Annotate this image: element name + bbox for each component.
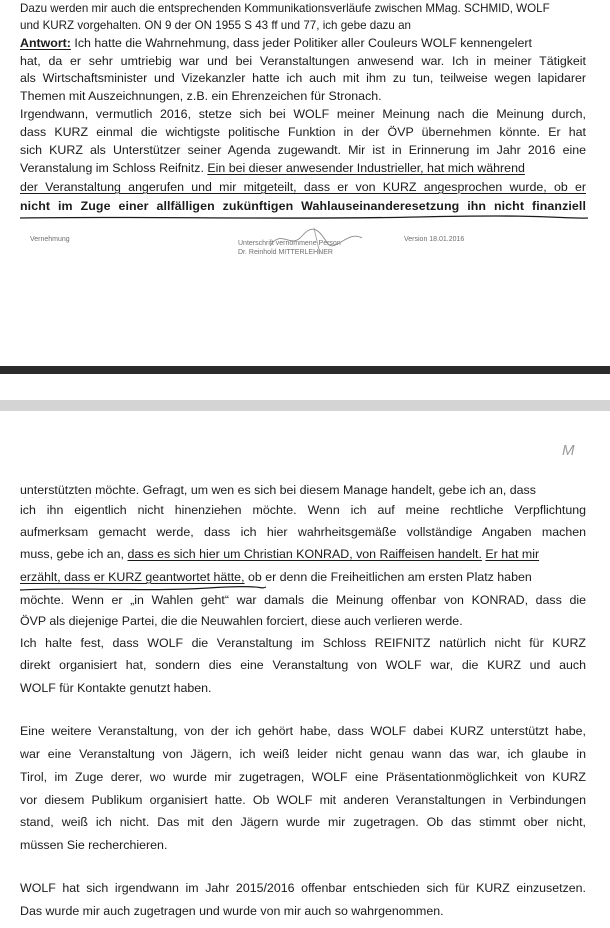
text-line-mixed — [20, 483, 586, 498]
text-underlined: erzählt, dass er KURZ geantwortet hätte, — [20, 570, 245, 584]
text-plain: Gefragt, um wen es sich bei diesem Manage handelt, gebe ich an, dass — [142, 483, 536, 497]
document-page-top — [0, 0, 610, 372]
text-plain: Veranstalung im Schloss Reifnitz. — [20, 161, 204, 175]
answer-label: Antwort: — [20, 36, 71, 50]
page-edge-dark — [0, 366, 610, 374]
text-line-mixed — [20, 547, 586, 562]
text-line: als Wirtschaftsminister und Vizekanzler hatte ich auch mit ihm zu tun, teilweise wegen lapidarer — [20, 71, 586, 85]
text-line: Das wurde mir auch zugetragen und wurde von mir auch so wahrgenommen. — [20, 904, 444, 918]
answer-line — [20, 36, 586, 51]
handwritten-underline — [18, 213, 590, 223]
text-plain: muss, gebe ich an, — [20, 547, 125, 561]
text-line: sich KURZ als Unterstützer seiner Agenda zugewandt. Mir ist in Erinnerung im Jahr 2016 eine — [20, 143, 586, 157]
text-line: stand, weiß ich nicht. Das mit den Jägern wurde mir zugetragen. Ob das stimmt ober nicht, — [20, 815, 586, 829]
footer-version: Version 18.01.2016 — [404, 236, 465, 243]
footer-signature-name: Dr. Reinhold MITTERLEHNER — [238, 249, 333, 256]
footer-left: Vernehmung — [30, 236, 70, 243]
corner-mark: M — [562, 442, 575, 459]
text-line: ich ihn eigentlich nicht hinenziehen möchte. Wenn ich auf meine rechtliche Verpflichtung — [20, 503, 586, 517]
text-line: ÖVP als diejenige Partei, die die Neuwahlen forciert, diese auch verlieren werde. — [20, 614, 463, 628]
text-line: hat, da er sehr umtriebig war und bei Veranstaltungen anwesend war. Ich in meiner Tätigkeit — [20, 54, 586, 68]
text-line-mixed — [20, 161, 586, 176]
text-line: war eine Veranstaltung von Jägern, ich weiß leider nicht genau wann das war, ich glaube in — [20, 747, 586, 761]
text-plain: ob er denn die Freiheitlichen am ersten Platz haben — [247, 570, 532, 584]
text-line: aufmerksam gemacht werde, dass ich hier wahrheitsgemäße vollständige Angaben machen — [20, 525, 586, 539]
text-line: Ich halte fest, dass WOLF die Veranstaltung im Schloss REIFNITZ natürlich nicht für KURZ — [20, 636, 586, 650]
text-line: Dazu werden mir auch die entsprechenden Kommunikationsverläufe zwischen MMag. SCHMID, WOLF — [20, 2, 550, 15]
footer-signature-label: Unterschrift vernommene Person — [238, 240, 341, 247]
text-line: möchte. Wenn er „in Wahlen geht“ war damals die Meinung offenbar von KONRAD, dass die — [20, 593, 586, 607]
text-underlined: Ein bei dieser anwesender Industrieller, hat mich während — [207, 161, 525, 175]
text-line: vor diesem Publikum organisiert hatte. Ob WOLF mit anderen Veranstaltungen in Verbindungen — [20, 793, 586, 807]
text-line: Irgendwann, vermutlich 2016, stetze sich bei WOLF meiner Meinung nach die Meinung durch, — [20, 107, 586, 121]
signature-mark — [262, 224, 382, 256]
document-page-bottom — [0, 410, 610, 928]
text-line: direkt organisiert hat, sondern dies eine Veranstaltung von WOLF war, die KURZ und auch — [20, 658, 586, 672]
text-line: und KURZ vorgehalten. ON 9 der ON 1955 S 43 ff und 77, ich gebe dazu an — [20, 19, 412, 32]
text-underlined: dass es sich hier um Christian KONRAD, von Raiffeisen handelt. — [127, 547, 482, 561]
text-line: dass KURZ einmal die wichtigste politische Funktion in der ÖVP übernehmen könnte. Er hat — [20, 125, 586, 139]
text-line-mixed — [20, 570, 586, 585]
text-line-underlined: der Veranstaltung angerufen und mir mitgeteilt, dass er von KURZ angesprochen wurde, ob er — [20, 180, 586, 194]
text-underlined: Er hat mir — [485, 547, 540, 561]
text-line: müssen Sie recherchieren. — [20, 838, 168, 852]
text-line: WOLF für Kontakte genutzt haben. — [20, 681, 212, 695]
text-line: WOLF hat sich irgendwann im Jahr 2015/2016 offenbar entschieden sich für KURZ einzusetzen. — [20, 881, 586, 895]
text-line: Eine weitere Veranstaltung, von der ich gehört habe, dass WOLF dabei KURZ unterstützt habe, — [20, 724, 586, 738]
text-line: Tirol, im Zuge derer, wo wurde mir zugetragen, WOLF eine Präsentationmöglichkeit von KURZ — [20, 770, 586, 784]
text-underlined: unterstützten möchte. — [20, 483, 140, 497]
answer-text: Ich hatte die Wahrnehmung, dass jeder Politiker aller Couleurs WOLF kennengelert — [74, 36, 532, 50]
text-line-bold: nicht im Zuge einer allfälligen zukünftigen Wahlauseinanderesetzung ihn nicht finanziell — [20, 199, 586, 213]
text-line: Themen mit Auszeichnungen, z.B. ein Ehrenzeichen für Stronach. — [20, 89, 382, 103]
